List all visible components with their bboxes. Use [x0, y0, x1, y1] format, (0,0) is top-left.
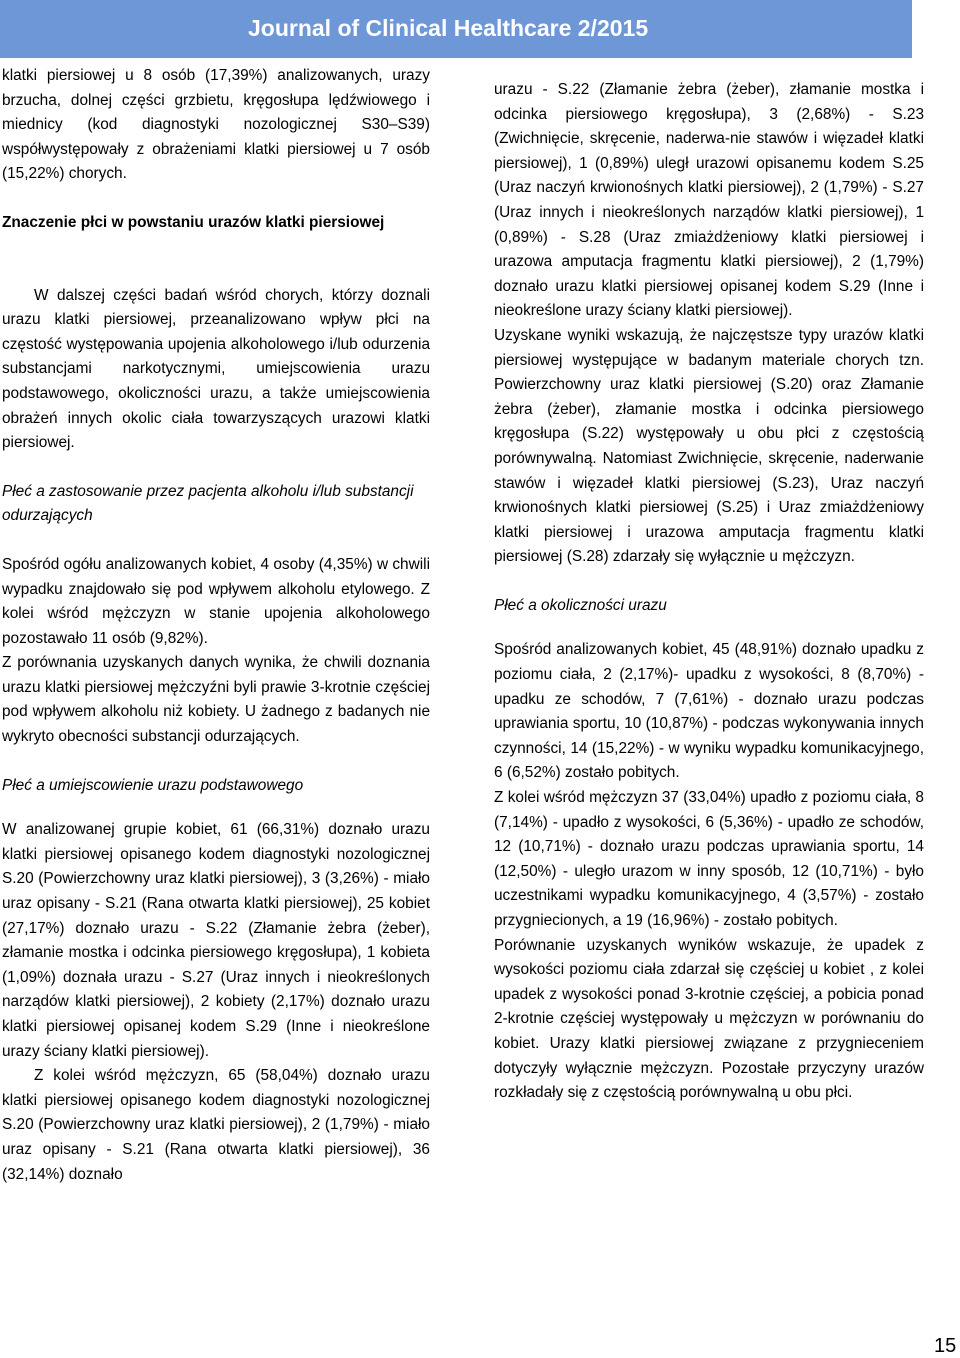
paragraph: W dalszej części badań wśród chorych, którzy doznali urazu klatki piersiowej, przeanalizowano wpływ płci na częstość występowania upojenia alkoholowego i/lub odurzenia substancjami narkotycznymi, umiejscowienia urazu podstawowego, okoliczności urazu, a także umiejscowienia obrażeń innych okolic ciała towarzyszących urazowi klatki piersiowej.: [2, 286, 430, 452]
paragraph: Z kolei wśród mężczyzn 37 (33,04%) upadło z poziomu ciała, 8 (7,14%) - upadło z wysokości, 6 (5,36%) - upadło ze schodów, 12 (10,71%) - doznało urazu podczas uprawiania sportu, 14 (12,50%) - uległo urazom w inny sposób, 12 (10,71%) - było uczestnikami wypadku komunikacyjnego, 4 (3,57%) - zostało przygniecionych, a 19 (16,96%) - zostało pobitych.: [494, 789, 924, 929]
right-column: [494, 78, 924, 1106]
section-heading: Znaczenie płci w powstaniu urazów klatki piersiowej: [2, 213, 385, 231]
journal-title: Journal of Clinical Healthcare 2/2015: [248, 15, 649, 41]
paragraph: Spośród analizowanych kobiet, 45 (48,91%) doznało upadku z poziomu ciała, 2 (2,17%)- upadku z wysokości, 8 (8,70%) - upadku ze schodów, 7 (7,61%) - doznało urazu podczas uprawiania sportu, 10 (10,87%) - podczas wykonywania innych czynności, 14 (15,22%) - w wyniku wypadku komunikacyjnego, 6 (6,52%) zostało pobitych.: [494, 641, 924, 782]
paragraph: urazu - S.22 (Złamanie żebra (żeber), złamanie mostka i odcinka piersiowego kręgosłupa), 3 (2,68%) - S.23 (Zwichnięcie, skręcenie, naderwa-nie stawów i więzadeł klatki piersiowej), 1 (0,89%) uległ urazowi opisanemu kodem S.25 (Uraz naczyń krwionośnych klatki piersiowej), 2 (1,79%) - S.27 (Uraz innych i nieokreślonych narządów klatki piersiowej), 1 (0,89%) - S.28 (Uraz zmiażdżeniowy klatki piersiowej i urazowa amputacja fragmentu klatki piersiowej), 2 (1,79%) doznało urazu klatki piersiowej opisanej kodem S.29 (Inne i nieokreślone urazy ściany klatki piersiowej).: [494, 81, 924, 320]
subsection-heading: Płeć a zastosowanie przez pacjenta alkoholu i/lub substancji odurzających: [2, 482, 414, 525]
paragraph: Uzyskane wyniki wskazują, że najczęstsze typy urazów klatki piersiowej występujące w badanym materiale chorych tzn. Powierzchowny uraz klatki piersiowej (S.20) oraz Złamanie żebra (żeber), złamanie mostka i odcinka piersiowego kręgosłupa (S.22) występowały u obu płci z częstością porównywalną. Natomiast Zwichnięcie, skręcenie, naderwanie stawów i więzadeł klatki piersiowej (S.23), Uraz naczyń krwionośnych klatki piersiowej (S.25) i Uraz zmiażdżeniowy klatki piersiowej i urazowa amputacja fragmentu klatki piersiowej (S.28) zdarzały się wyłącznie u mężczyzn.: [494, 326, 924, 566]
page-number: 15: [934, 1335, 957, 1357]
paragraph: W analizowanej grupie kobiet, 61 (66,31%) doznało urazu klatki piersiowej opisanego kodem diagnostyki nozologicznej S.20 (Powierzchowny uraz klatki piersiowej), 3 (3,26%) - miało uraz opisany - S.21 (Rana otwarta klatki piersiowej), 25 kobiet (27,17%) doznało urazu - S.22 (Złamanie żebra (żeber), złamanie mostka i odcinka piersiowego kręgosłupa), 1 kobieta (1,09%) doznała urazu - S.27 (Uraz innych i nieokreślonych narządów klatki piersiowej), 2 kobiety (2,17%) doznało urazu klatki piersiowej opisanej kodem S.29 (Inne i nieokreślone urazy ściany klatki piersiowej).: [2, 821, 430, 1060]
paragraph: Spośród ogółu analizowanych kobiet, 4 osoby (4,35%) w chwili wypadku znajdowało się pod wpływem alkoholu etylowego. Z kolei wśród mężczyzn w stanie upojenia alkoholowego pozostawało 11 osób (9,82%).: [2, 555, 430, 647]
paragraph: klatki piersiowej u 8 osób (17,39%) analizowanych, urazy brzucha, dolnej części grzbietu, kręgosłupa lędźwiowego i miednicy (kod diagnostyki nozologicznej S30–S39) współwystępowały z obrażeniami klatki piersiowej u 7 osób (15,22%) chorych.: [2, 67, 430, 183]
subsection-heading: Płeć a okoliczności urazu: [494, 596, 667, 614]
paragraph: Z kolei wśród mężczyzn, 65 (58,04%) doznało urazu klatki piersiowej opisanego kodem diagnostyki nozologicznej S.20 (Powierzchowny uraz klatki piersiowej), 2 (1,79%) - miało uraz opisany - S.21 (Rana otwarta klatki piersiowej), 36 (32,14%) doznało: [2, 1067, 430, 1183]
subsection-heading: Płeć a umiejscowienie urazu podstawowego: [2, 776, 304, 794]
left-column: [2, 64, 430, 1187]
paragraph: Z porównania uzyskanych danych wynika, że chwili doznania urazu klatki piersiowej mężczyźni byli prawie 3-krotnie częściej pod wpływem alkoholu niż kobiety. U żadnego z badanych nie wykryto obecności substancji odurzających.: [2, 654, 430, 746]
paragraph: Porównanie uzyskanych wyników wskazuje, że upadek z wysokości poziomu ciała zdarzał się częściej u kobiet , z kolei upadek z wysokości ponad 3-krotnie częściej, a pobicia ponad 2-krotnie częściej występowały u mężczyzn w porównaniu do kobiet. Urazy klatki piersiowej związane z przygnieceniem dotyczyły wyłącznie mężczyzn. Pozostałe przyczyny urazów rozkładały się z częstością porównywalną u obu płci.: [494, 936, 924, 1102]
journal-header-bar: [0, 0, 912, 58]
